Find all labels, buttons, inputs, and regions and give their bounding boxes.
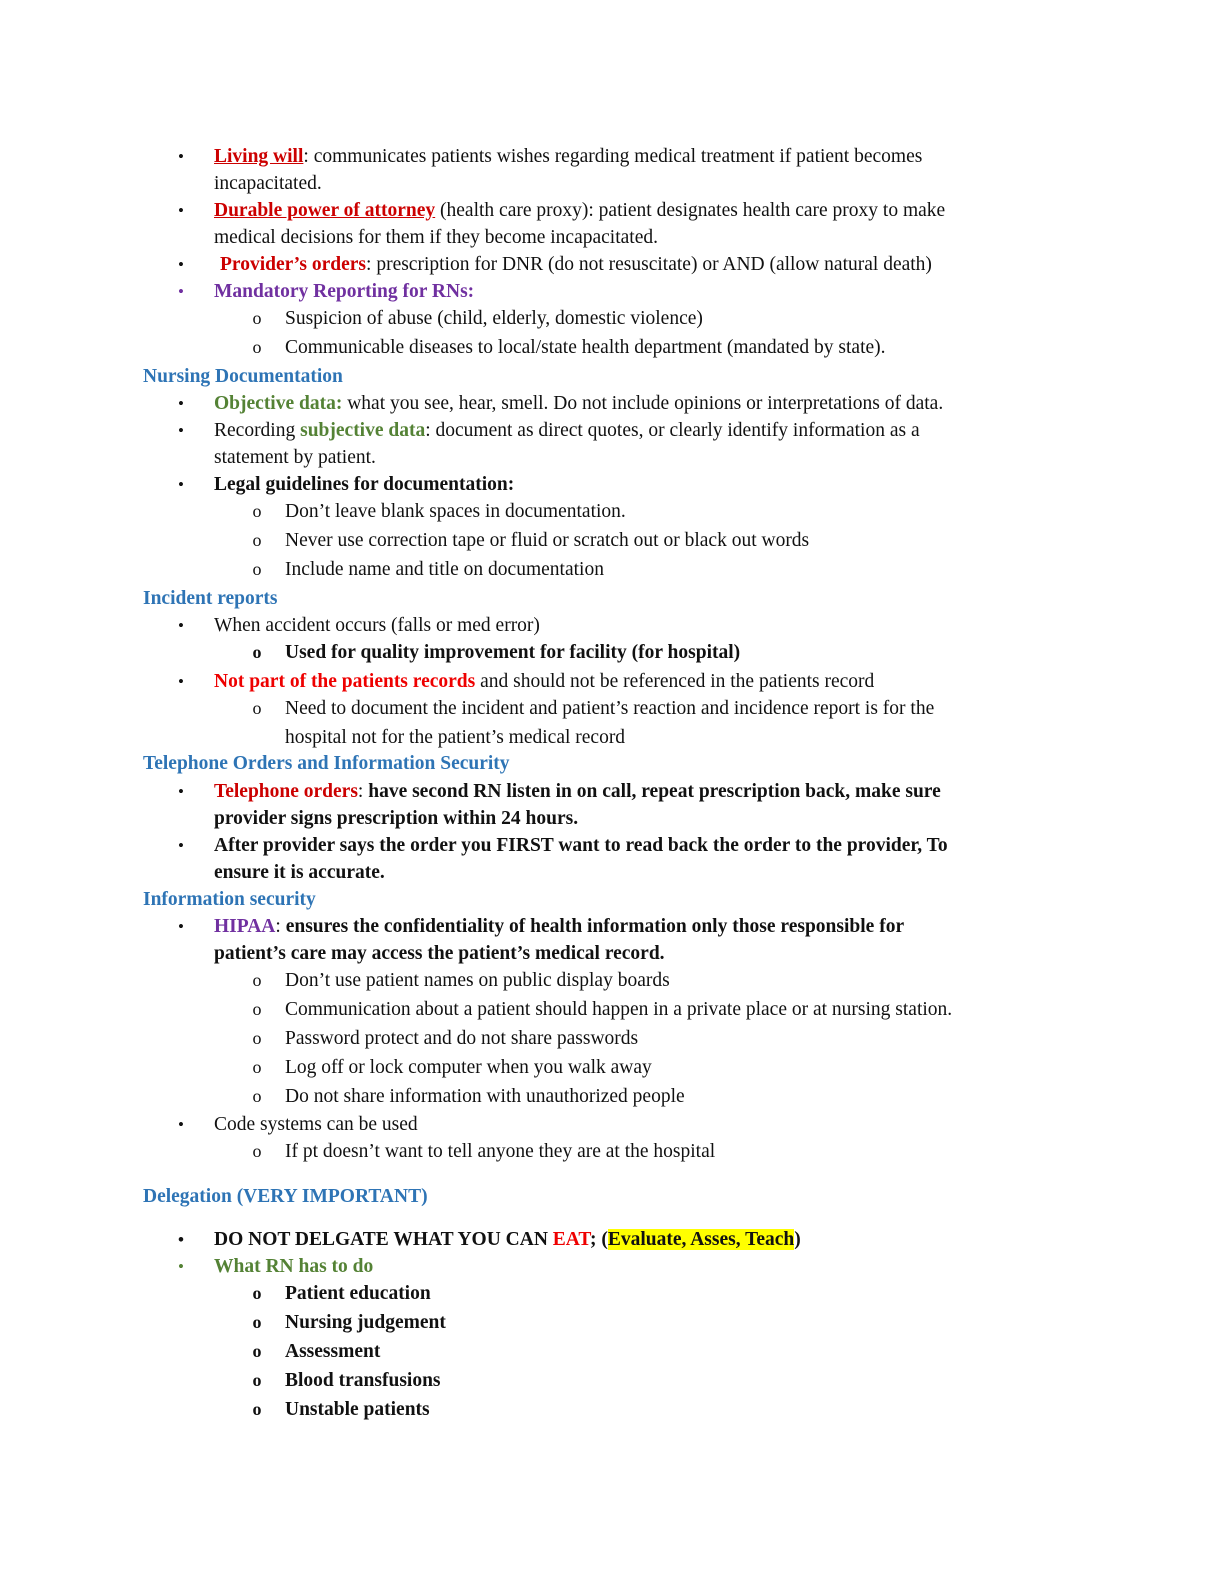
sub-item-text: Need to document the incident and patient’s reaction and incidence report is for the bbox=[285, 698, 935, 719]
circle-bullet-icon: o bbox=[252, 1028, 262, 1048]
circle-bullet-icon: o bbox=[252, 642, 262, 662]
circle-bullet-icon: o bbox=[252, 530, 262, 550]
recording-prefix: Recording bbox=[214, 420, 301, 441]
eat-expansion-highlight: Evaluate, Asses, Teach bbox=[607, 1229, 795, 1250]
circle-bullet-icon: o bbox=[252, 1283, 262, 1303]
provider-orders-term: Provider’s orders bbox=[220, 254, 367, 275]
circle-bullet-icon: o bbox=[252, 1341, 262, 1361]
subjective-data-term: subjective data bbox=[300, 420, 426, 441]
living-will-cont-text: incapacitated. bbox=[214, 173, 322, 194]
telephone-cont-text: provider signs prescription within 24 hours. bbox=[214, 808, 579, 829]
durable-power-cont-text: medical decisions for them if they become incapacitated. bbox=[214, 227, 658, 248]
sub-item-text: Assessment bbox=[285, 1341, 381, 1362]
bullet-icon: • bbox=[178, 201, 184, 220]
heading-text: Incident reports bbox=[143, 588, 278, 609]
heading-text: Delegation (VERY IMPORTANT) bbox=[143, 1186, 428, 1207]
circle-bullet-icon: o bbox=[252, 501, 262, 521]
telephone-orders-definition: have second RN listen in on call, repeat prescription back, make sure bbox=[368, 781, 941, 802]
living-will-definition: : communicates patients wishes regarding medical treatment if patient becomes bbox=[303, 146, 923, 167]
sub-item-text: If pt doesn’t want to tell anyone they are at the hospital bbox=[285, 1141, 716, 1162]
bullet-icon: • bbox=[178, 782, 184, 801]
hipaa-colon: : bbox=[275, 916, 286, 937]
sub-item-text: Never use correction tape or fluid or scratch out or black out words bbox=[285, 530, 810, 551]
bullet-icon: • bbox=[178, 475, 184, 494]
circle-bullet-icon: o bbox=[252, 1370, 262, 1390]
list-item-text: When accident occurs (falls or med error) bbox=[214, 615, 540, 636]
provider-orders-definition: : prescription for DNR (do not resuscitate) or AND (allow natural death) bbox=[366, 254, 932, 275]
sub-item-text: Do not share information with unauthorized people bbox=[285, 1086, 685, 1107]
hipaa-term: HIPAA bbox=[214, 916, 276, 937]
circle-bullet-icon: o bbox=[252, 1141, 262, 1161]
need-cont-text: hospital not for the patient’s medical record bbox=[285, 727, 626, 748]
bullet-icon: • bbox=[178, 917, 184, 936]
circle-bullet-icon: o bbox=[252, 999, 262, 1019]
sub-item-text: Communicable diseases to local/state health department (mandated by state). bbox=[285, 337, 886, 358]
objective-data-definition: what you see, hear, smell. Do not include opinions or interpretations of data. bbox=[342, 393, 944, 414]
sub-item-text: Unstable patients bbox=[285, 1399, 430, 1420]
subjective-cont-text: statement by patient. bbox=[214, 447, 376, 468]
sub-item-text: Nursing judgement bbox=[285, 1312, 446, 1333]
bullet-icon: • bbox=[178, 1257, 184, 1276]
not-part-term: Not part of the patients records bbox=[214, 671, 476, 692]
what-rn-label: What RN has to do bbox=[214, 1256, 374, 1277]
durable-power-definition: (health care proxy): patient designates health care proxy to make bbox=[435, 200, 946, 221]
circle-bullet-icon: o bbox=[252, 1312, 262, 1332]
eat-acronym: EAT bbox=[552, 1229, 590, 1250]
read-back-cont-text: ensure it is accurate. bbox=[214, 862, 385, 883]
bullet-icon: • bbox=[178, 672, 184, 691]
bullet-icon: • bbox=[178, 836, 184, 855]
bullet-icon: • bbox=[178, 616, 184, 635]
bullet-icon: • bbox=[178, 1115, 184, 1134]
legal-guidelines-label: Legal guidelines for documentation: bbox=[214, 474, 515, 495]
sub-item-text: Communication about a patient should happen in a private place or at nursing station. bbox=[285, 999, 953, 1020]
circle-bullet-icon: o bbox=[252, 1399, 262, 1419]
living-will-term: Living will bbox=[214, 146, 304, 167]
bullet-icon: • bbox=[178, 421, 184, 440]
circle-bullet-icon: o bbox=[252, 970, 262, 990]
list-item-text: After provider says the order you FIRST want to read back the order to the provider, To bbox=[214, 835, 948, 856]
bullet-icon: • bbox=[178, 1230, 184, 1249]
circle-bullet-icon: o bbox=[252, 698, 262, 718]
eat-rule-mid: ; ( bbox=[589, 1229, 608, 1250]
circle-bullet-icon: o bbox=[252, 308, 262, 328]
heading-text: Information security bbox=[143, 889, 316, 910]
sub-item-text: Blood transfusions bbox=[285, 1370, 441, 1391]
objective-data-term: Objective data: bbox=[214, 393, 343, 414]
bullet-icon: • bbox=[178, 255, 184, 274]
telephone-orders-term: Telephone orders bbox=[214, 781, 358, 802]
sub-item-text: Used for quality improvement for facility (for hospital) bbox=[285, 642, 741, 663]
sub-item-text: Don’t leave blank spaces in documentation. bbox=[285, 501, 626, 522]
bullet-icon: • bbox=[178, 147, 184, 166]
hipaa-cont-text: patient’s care may access the patient’s medical record. bbox=[214, 943, 665, 964]
not-part-definition: and should not be referenced in the patients record bbox=[475, 671, 875, 692]
sub-item-text: Don’t use patient names on public display boards bbox=[285, 970, 670, 991]
circle-bullet-icon: o bbox=[252, 559, 262, 579]
eat-rule-end: ) bbox=[794, 1229, 801, 1250]
eat-rule-prefix: DO NOT DELGATE WHAT YOU CAN bbox=[214, 1229, 553, 1250]
list-item-text: Code systems can be used bbox=[214, 1114, 418, 1135]
telephone-orders-colon: : bbox=[357, 781, 369, 802]
hipaa-definition: ensures the confidentiality of health information only those responsible for bbox=[285, 916, 905, 937]
sub-item-text: Log off or lock computer when you walk away bbox=[285, 1057, 652, 1078]
heading-text: Nursing Documentation bbox=[143, 366, 343, 387]
durable-power-term: Durable power of attorney bbox=[214, 200, 436, 221]
heading-text: Telephone Orders and Information Security bbox=[143, 753, 510, 774]
circle-bullet-icon: o bbox=[252, 1086, 262, 1106]
bullet-icon: • bbox=[178, 282, 184, 301]
sub-item-text: Include name and title on documentation bbox=[285, 559, 604, 580]
sub-item-text: Patient education bbox=[285, 1283, 431, 1304]
sub-item-text: Password protect and do not share passwords bbox=[285, 1028, 639, 1049]
circle-bullet-icon: o bbox=[252, 337, 262, 357]
subjective-data-definition: : document as direct quotes, or clearly identify information as a bbox=[425, 420, 920, 441]
bullet-icon: • bbox=[178, 394, 184, 413]
mandatory-reporting-label: Mandatory Reporting for RNs: bbox=[214, 281, 475, 302]
sub-item-text: Suspicion of abuse (child, elderly, domestic violence) bbox=[285, 308, 703, 329]
circle-bullet-icon: o bbox=[252, 1057, 262, 1077]
